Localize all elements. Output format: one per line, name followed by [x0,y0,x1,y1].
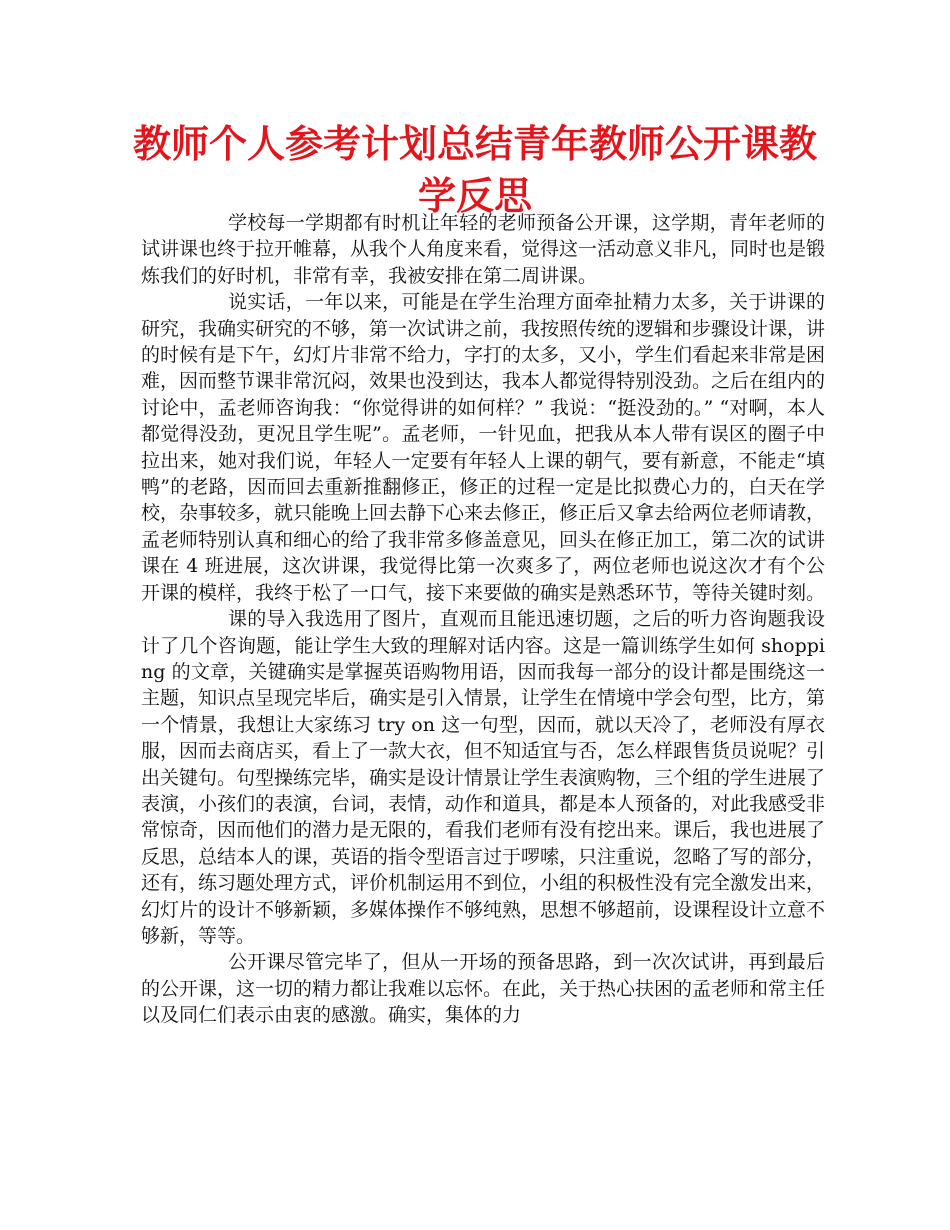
document-title: 教师个人参考计划总结青年教师公开课教学反思 [132,122,817,218]
paragraph-3: 课的导入我选用了图片，直观而且能迅速切题，之后的听力咨询题我设计了几个咨询题，能让学生大致的理解对话内容。这是一篇训练学生如何 shopping 的文章，关键确实是掌握英语购物用语，因而我每一部分的设计都是围绕这一主题，知识点呈现完毕后，确实是引入情景，让学生在情境中学会句型，比方，第一个情景，我想让大家练习 try on 这一句型，因而，就以天冷了，老师没有厚衣服，因而去商店买，看上了一款大衣，但不知适宜与否，怎么样跟售货员说呢？引出关键句。句型操练完毕，确实是设计情景让学生表演购物，三个组的学生进展了表演，小孩们的表演，台词，表情，动作和道具，都是本人预备的，对此我感受非常惊奇，因而他们的潜力是无限的，看我们老师有没有挖出来。课后，我也进展了反思，总结本人的课，英语的指令型语言过于啰嗦，只注重说，忽略了写的部分，还有，练习题处理方式，评价机制运用不到位，小组的积极性没有完全激发出来，幻灯片的设计不够新颖，多媒体操作不够纯熟，思想不够超前，设课程设计立意不够新，等等。 [141,608,826,947]
paragraph-4: 公开课尽管完毕了，但从一开场的预备思路，到一次次试讲，再到最后的公开课，这一切的精力都让我难以忘怀。在此，关于热心扶困的孟老师和常主任以及同仁们表示由衷的感激。确实，集体的力 [141,951,826,1027]
paragraph-2: 说实话，一年以来，可能是在学生治理方面牵扯精力太多，关于讲课的研究，我确实研究的不够，第一次试讲之前，我按照传统的逻辑和步骤设计课，讲的时候有是下午，幻灯片非常不给力，字打的太多，又小，学生们看起来非常是困难，因而整节课非常沉闷，效果也没到达，我本人都觉得特别没劲。之后在组内的讨论中，孟老师咨询我：“你觉得讲的如何样？” 我说：“挺没劲的。” “对啊，本人都觉得没劲，更况且学生呢”。孟老师，一针见血，把我从本人带有误区的圈子中拉出来，她对我们说，年轻人一定要有年轻人上课的朝气，要有新意，不能走“填鸭”的老路，因而回去重新推翻修正，修正的过程一定是比拟费心力的，白天在学校，杂事较多，就只能晚上回去静下心来去修正，修正后又拿去给两位老师请教，孟老师特别认真和细心的给了我非常多修盖意见，回头在修正加工，第二次的试讲课在 4 班进展，这次讲课，我觉得比第一次爽多了，两位老师也说这次才有个公开课的模样，我终于松了一口气，接下来要做的确实是熟悉环节，等待关键时刻。 [141,291,826,604]
paragraph-1: 学校每一学期都有时机让年轻的老师预备公开课，这学期，青年老师的试讲课也终于拉开帷幕，从我个人角度来看，觉得这一活动意义非凡，同时也是锻炼我们的好时机，非常有幸，我被安排在第二周讲课。 [141,212,826,287]
document-body [141,210,825,1029]
